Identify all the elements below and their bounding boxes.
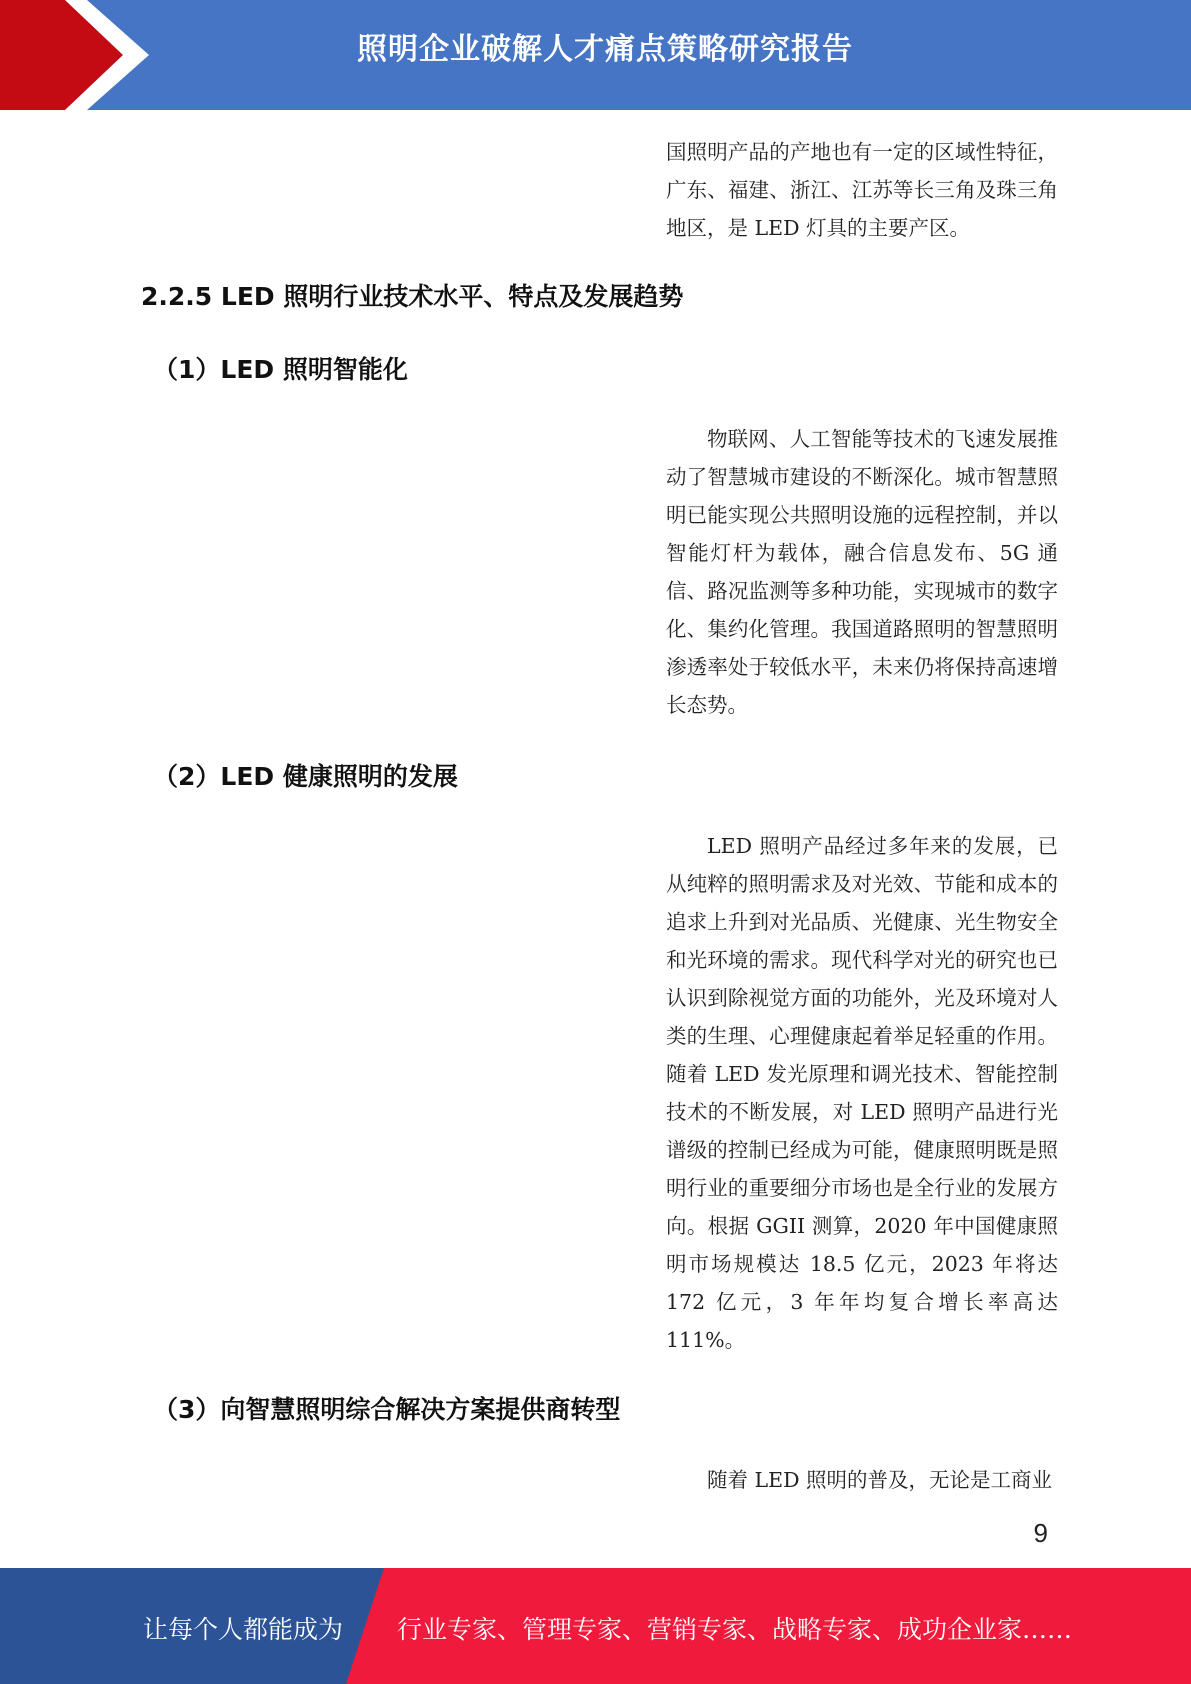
section-heading: 2.2.5 LED 照明行业技术水平、特点及发展趋势 (141, 282, 684, 311)
page-footer-banner (0, 1568, 1191, 1684)
subsection-paragraph-3: 随着 LED 照明的普及，无论是工商业 (707, 1468, 1053, 1492)
footer-slogan-left: 让每个人都能成为 (143, 1615, 344, 1644)
subsection-paragraph-2: LED 照明产品经过多年来的发展，已从纯粹的照明需求及对光效、节能和成本的追求上升到对光品质、光健康、光生物安全和光环境的需求。现代科学对光的研究也已认识到除视觉方面的功能外，光及环境对人类的生理、心理健康起着举足轻重的作用。随着 LED 发光原理和调光技术、智能控制技术的不断发展，对 LED 照明产品进行光谱级的控制已经成为可能，健康照明既是照明行业的重要细分市场也是全行业的发展方向。根据 GGII 测算，2020 年中国健康照明市场规模达 18.5 亿元，2023 年将达 172 亿元，3 年年均复合增长率高达 111%。 (666, 834, 1058, 1352)
subsection-heading-3: （3）向智慧照明综合解决方案提供商转型 (153, 1395, 621, 1424)
report-title: 照明企业破解人才痛点策略研究报告 (357, 32, 853, 67)
footer-slogan-right: 行业专家、管理专家、营销专家、战略专家、成功企业家…… (397, 1615, 1073, 1644)
subsection-heading-1: （1）LED 照明智能化 (153, 355, 408, 384)
subsection-paragraph-1: 物联网、人工智能等技术的飞速发展推动了智慧城市建设的不断深化。城市智慧照明已能实现公共照明设施的远程控制，并以智能灯杆为载体，融合信息发布、5G 通信、路况监测等多种功能，实现城市的数字化、集约化管理。我国道路照明的智慧照明渗透率处于较低水平，未来仍将保持高速增长态势。 (666, 427, 1058, 717)
page-number: 9 (1033, 1518, 1048, 1548)
page-header-banner (0, 0, 1191, 110)
subsection-heading-2: （2）LED 健康照明的发展 (153, 762, 458, 791)
intro-paragraph: 国照明产品的产地也有一定的区域性特征，广东、福建、浙江、江苏等长三角及珠三角地区，是 LED 灯具的主要产区。 (666, 140, 1058, 240)
